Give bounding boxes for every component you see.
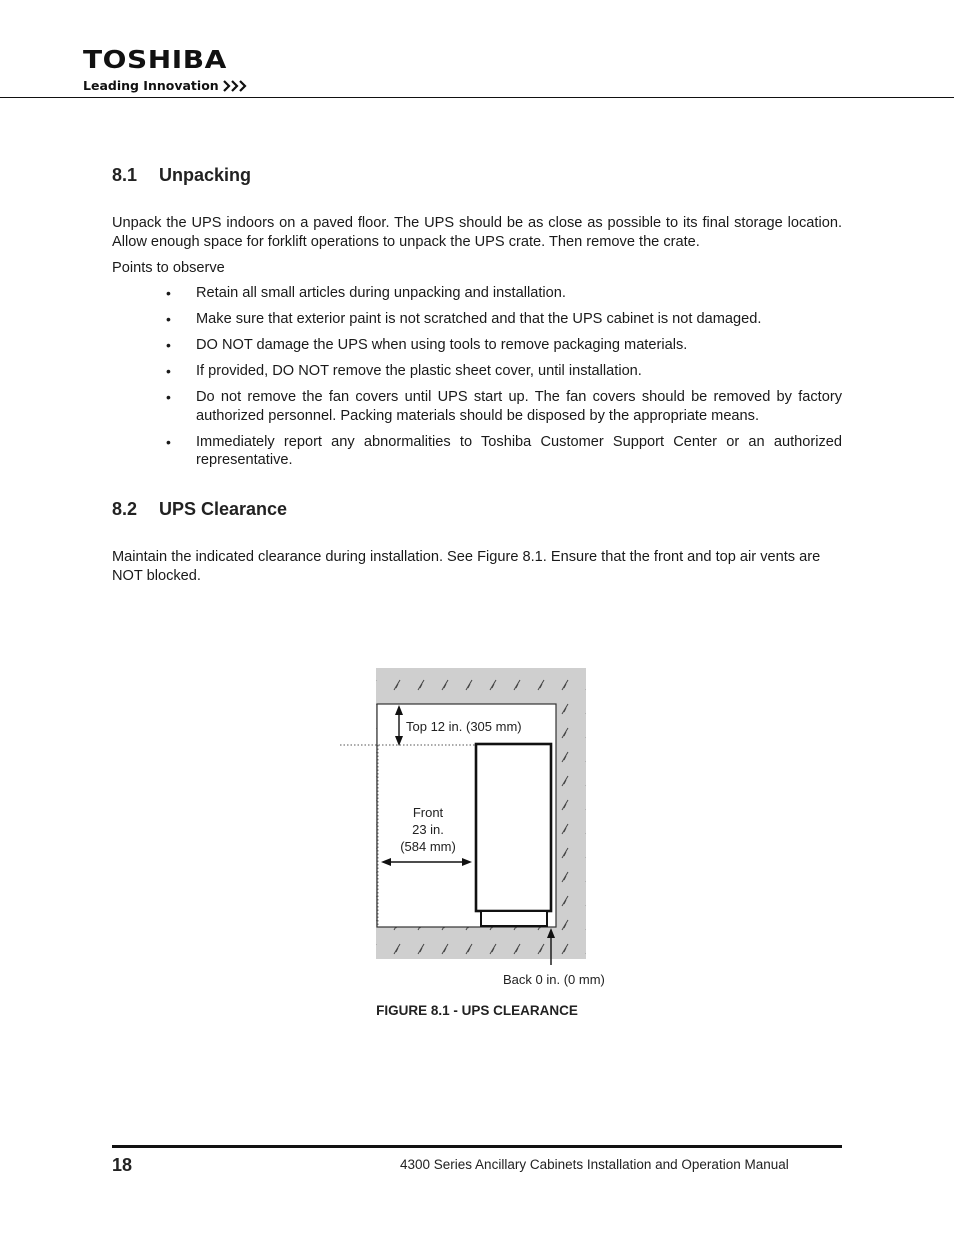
unpacking-points-list xyxy=(166,284,842,470)
bullet-icon: • xyxy=(166,311,171,327)
clearance-body: Maintain the indicated clearance during installation. See Figure 8.1. Ensure that the front and top air vents are NOT blocked. xyxy=(112,549,821,584)
list-item: • Do not remove the fan covers until UPS start up. The fan covers should be removed by factory authorized personnel. Packing materials should be disposed by the appropriate means. xyxy=(166,389,842,424)
section-title: Unpacking xyxy=(159,165,252,185)
brand-tagline-row xyxy=(83,78,249,93)
section-heading-unpacking xyxy=(112,165,251,186)
ups-clearance-diagram xyxy=(340,668,630,998)
bullet-icon: • xyxy=(166,363,171,379)
front-clearance-label-2: 23 in. xyxy=(412,822,444,837)
figure-caption: FIGURE 8.1 - UPS CLEARANCE xyxy=(376,1003,578,1018)
bullet-icon: • xyxy=(166,389,171,405)
manual-title: 4300 Series Ancillary Cabinets Installation and Operation Manual xyxy=(400,1157,789,1172)
toshiba-logo xyxy=(83,47,249,93)
ups-cabinet xyxy=(476,744,551,911)
list-item: • If provided, DO NOT remove the plastic sheet cover, until installation. xyxy=(166,363,642,379)
top-clearance-label: Top 12 in. (305 mm) xyxy=(406,719,522,734)
list-item: • Immediately report any abnormalities to Toshiba Customer Support Center or an authorized representative. xyxy=(166,433,842,468)
brand-tagline: Leading Innovation xyxy=(83,78,219,93)
brand-wordmark: TOSHIBA xyxy=(83,45,227,74)
section-number: 8.1 xyxy=(112,165,138,185)
bullet-icon: • xyxy=(166,337,171,353)
triple-chevron-icon xyxy=(223,80,249,92)
bullet-icon: • xyxy=(166,285,171,301)
front-clearance-label-3: (584 mm) xyxy=(400,839,456,854)
section-title: UPS Clearance xyxy=(159,499,288,519)
points-label: Points to observe xyxy=(112,260,225,276)
header-divider xyxy=(0,97,954,98)
page-number: 18 xyxy=(112,1155,133,1175)
bullet-icon: • xyxy=(166,433,171,450)
section-heading-ups-clearance xyxy=(112,499,287,520)
list-item: • Retain all small articles during unpacking and installation. xyxy=(166,285,566,301)
list-item: • Make sure that exterior paint is not scratched and that the UPS cabinet is not damaged. xyxy=(166,311,762,327)
footer-divider xyxy=(112,1145,842,1148)
front-clearance-label-1: Front xyxy=(412,805,444,820)
unpacking-intro: Unpack the UPS indoors on a paved floor. The UPS should be as close as possible to its final storage location. Allow enough space for forklift operations to unpack the UPS crate. Then remove the crate. xyxy=(112,215,842,250)
back-clearance-label: Back 0 in. (0 mm) xyxy=(503,972,605,987)
list-item: • DO NOT damage the UPS when using tools to remove packaging materials. xyxy=(166,337,688,353)
section-number: 8.2 xyxy=(112,499,138,519)
ups-base xyxy=(481,911,547,926)
